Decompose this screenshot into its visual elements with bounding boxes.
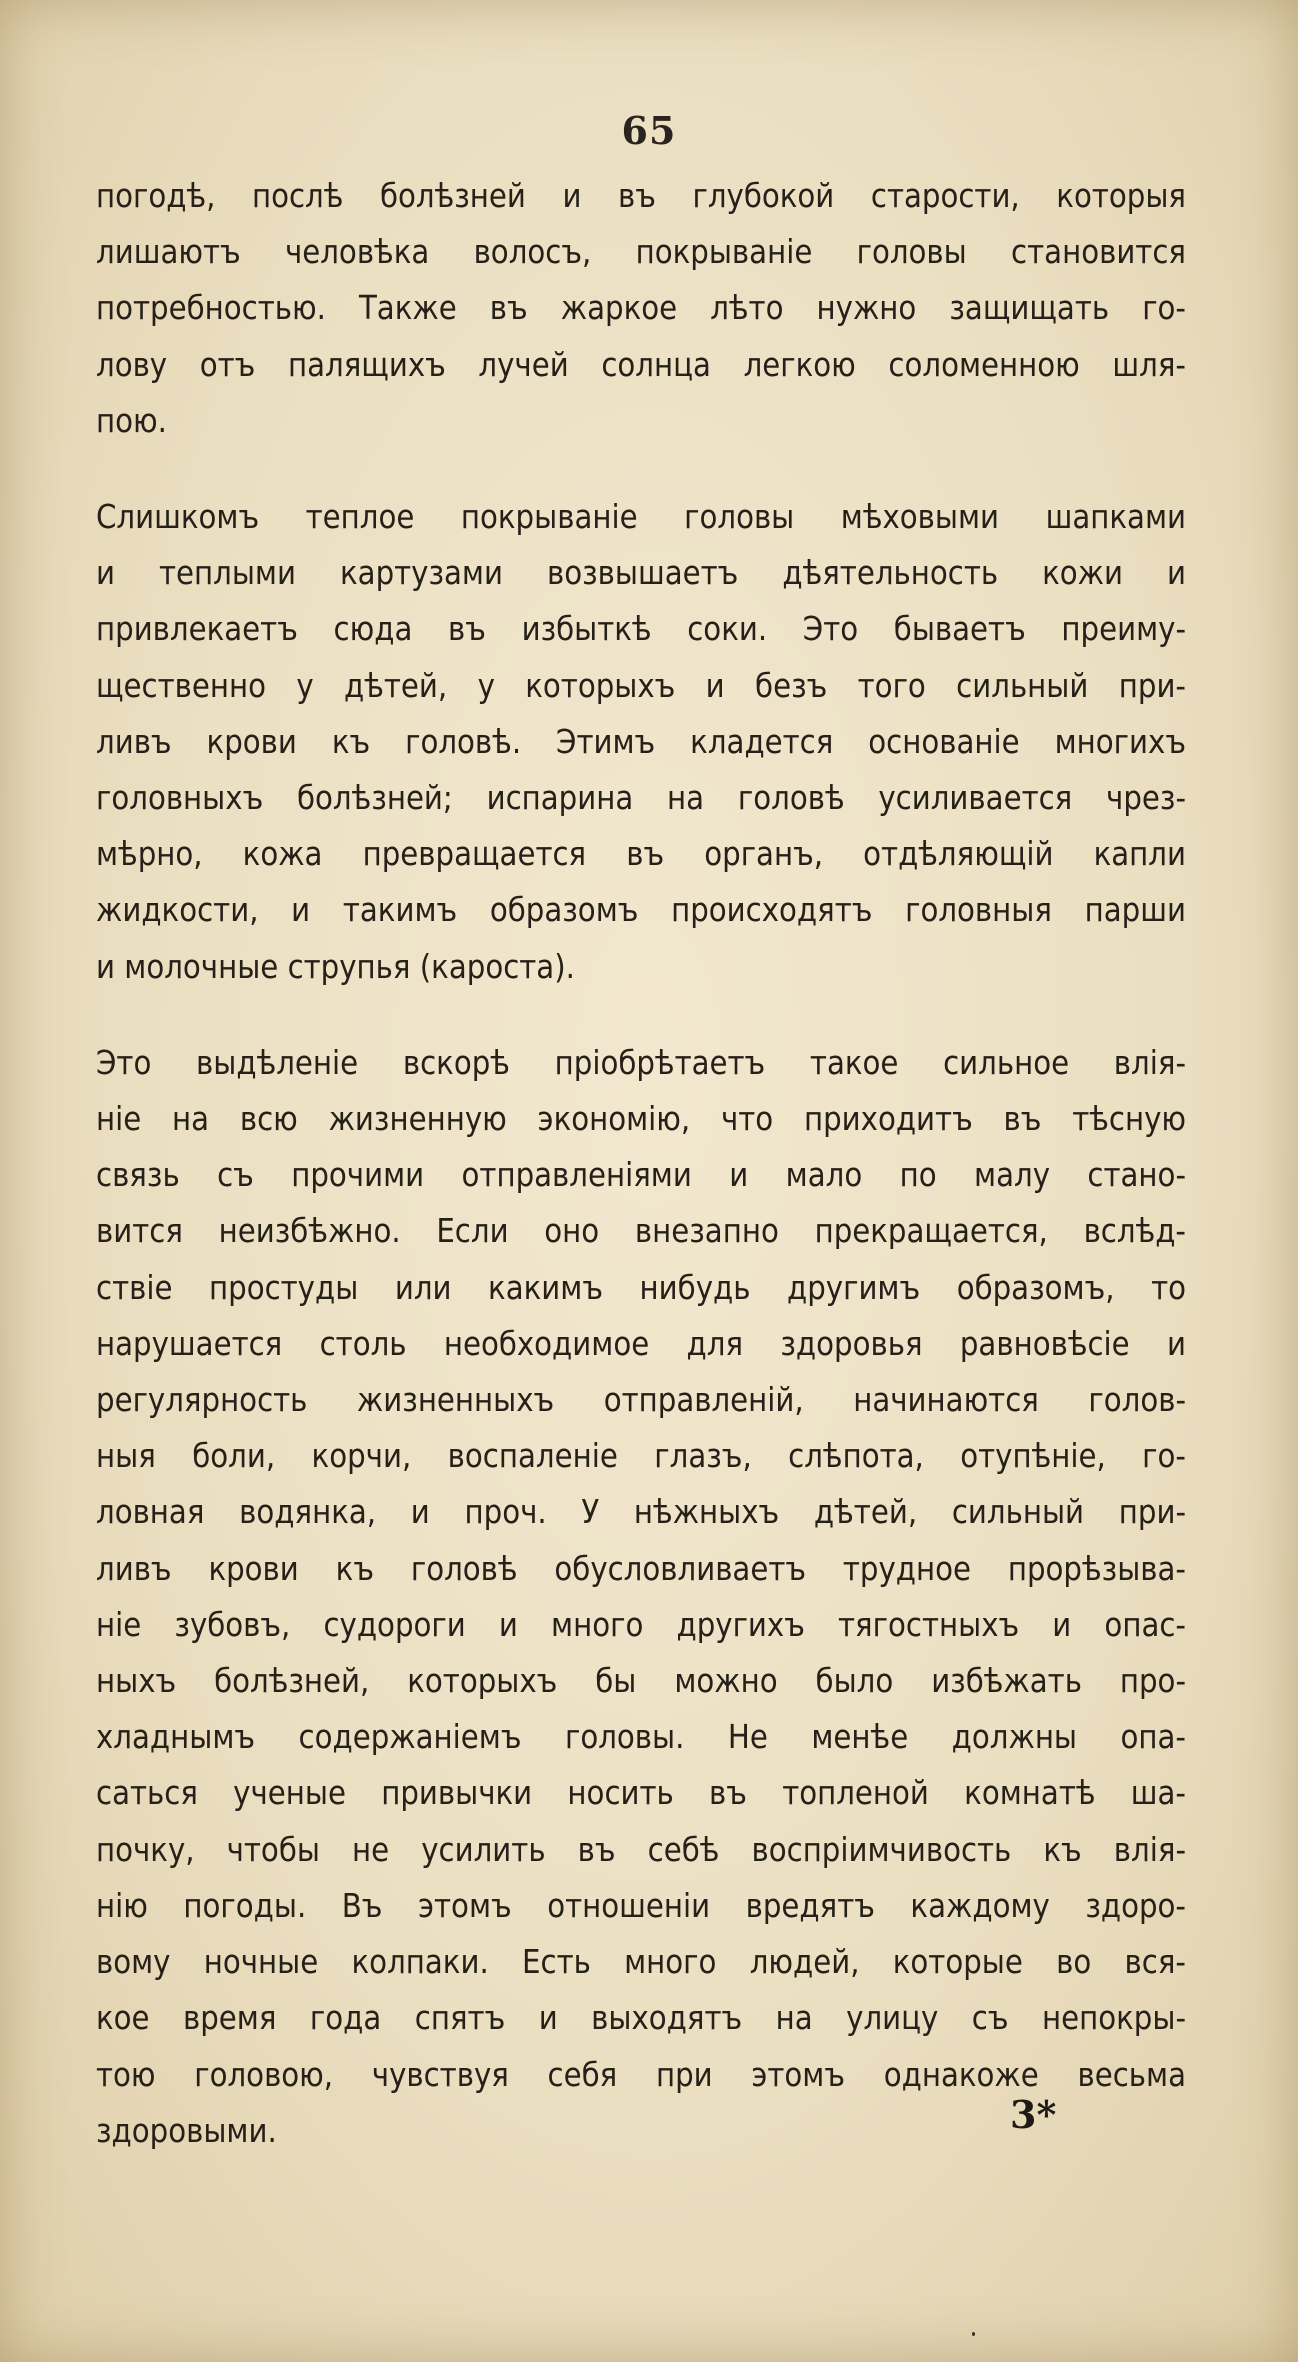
text-line: вится неизбѣжно. Если оно внезапно прекращается, вслѣд- — [96, 1212, 1186, 1251]
text-line: нарушается столь необходимое для здоровья равновѣсіе и — [96, 1324, 1186, 1363]
page-text — [96, 168, 1186, 2159]
text-line: ныхъ болѣзней, которыхъ бы можно было избѣжать про- — [96, 1662, 1186, 1701]
text-line: регулярность жизненныхъ отправленій, начинаются голов- — [96, 1381, 1186, 1420]
text-line: головныхъ болѣзней; испарина на головѣ усиливается чрез- — [96, 779, 1186, 818]
text-line: ствіе простуды или какимъ нибудь другимъ образомъ, то — [96, 1268, 1186, 1307]
text-line: лишаютъ человѣка волосъ, покрываніе головы становится — [96, 233, 1186, 272]
text-line: погодѣ, послѣ болѣзней и въ глубокой старости, которыя — [96, 177, 1186, 215]
text-line: почку, чтобы не усилить въ себѣ воспріимчивость къ влія- — [96, 1830, 1186, 1869]
signature-mark: 3* — [1010, 2092, 1057, 2137]
text-line: лову отъ палящихъ лучей солнца легкою соломенною шля- — [96, 345, 1186, 384]
page-number: 65 — [621, 108, 677, 153]
text-line: ніе на всю жизненную экономію, что приходитъ въ тѣсную — [96, 1100, 1186, 1139]
text-line: щественно у дѣтей, у которыхъ и безъ того сильный при- — [96, 666, 1186, 705]
text-line: ливъ крови къ головѣ обусловливаетъ трудное прорѣзыва- — [96, 1549, 1186, 1588]
text-line: Слишкомъ теплое покрываніе головы мѣховыми шапками — [96, 498, 1186, 537]
text-line: ніе зубовъ, судороги и много другихъ тягостныхъ и опас- — [96, 1605, 1186, 1644]
text-line: и теплыми картузами возвышаетъ дѣятельность кожи и — [96, 554, 1186, 593]
text-line: связь съ прочими отправленіями и мало по малу стано- — [96, 1156, 1186, 1195]
text-line: Это выдѣленіе вскорѣ пріобрѣтаетъ такое сильное влія- — [96, 1043, 1186, 1082]
text-line: тою головою, чувствуя себя при этомъ однакоже весьма — [96, 2055, 1186, 2094]
text-line: ловная водянка, и проч. У нѣжныхъ дѣтей, сильный при- — [96, 1493, 1186, 1532]
paragraph-1 — [96, 168, 1186, 449]
text-line: привлекаетъ сюда въ избыткѣ соки. Это бываетъ преиму- — [96, 610, 1186, 649]
text-line: ливъ крови къ головѣ. Этимъ кладется основаніе многихъ — [96, 722, 1186, 761]
ink-speck — [972, 2332, 975, 2336]
text-line: потребностью. Также въ жаркое лѣто нужно защищать го- — [96, 289, 1186, 328]
text-line: кое время года спятъ и выходятъ на улицу съ непокры- — [96, 1999, 1186, 2038]
text-line: вому ночные колпаки. Есть много людей, которые во вся- — [96, 1943, 1186, 1982]
paragraph-3 — [96, 1035, 1186, 2159]
text-line: здоровыми. — [96, 2111, 277, 2150]
text-line: мѣрно, кожа превращается въ органъ, отдѣляющій капли — [96, 835, 1186, 874]
paragraph-2 — [96, 489, 1186, 995]
text-line: и молочные струпья (кароста). — [96, 947, 575, 986]
text-line: жидкости, и такимъ образомъ происходятъ головныя парши — [96, 891, 1186, 930]
text-line: пою. — [96, 401, 167, 440]
text-line: нію погоды. Въ этомъ отношеніи вредятъ каждому здоро- — [96, 1886, 1186, 1925]
text-line: саться ученые привычки носить въ топленой комнатѣ ша- — [96, 1774, 1186, 1813]
text-line: ныя боли, корчи, воспаленіе глазъ, слѣпота, отупѣніе, го- — [96, 1437, 1186, 1476]
text-line: хладнымъ содержаніемъ головы. Не менѣе должны опа- — [96, 1718, 1186, 1757]
